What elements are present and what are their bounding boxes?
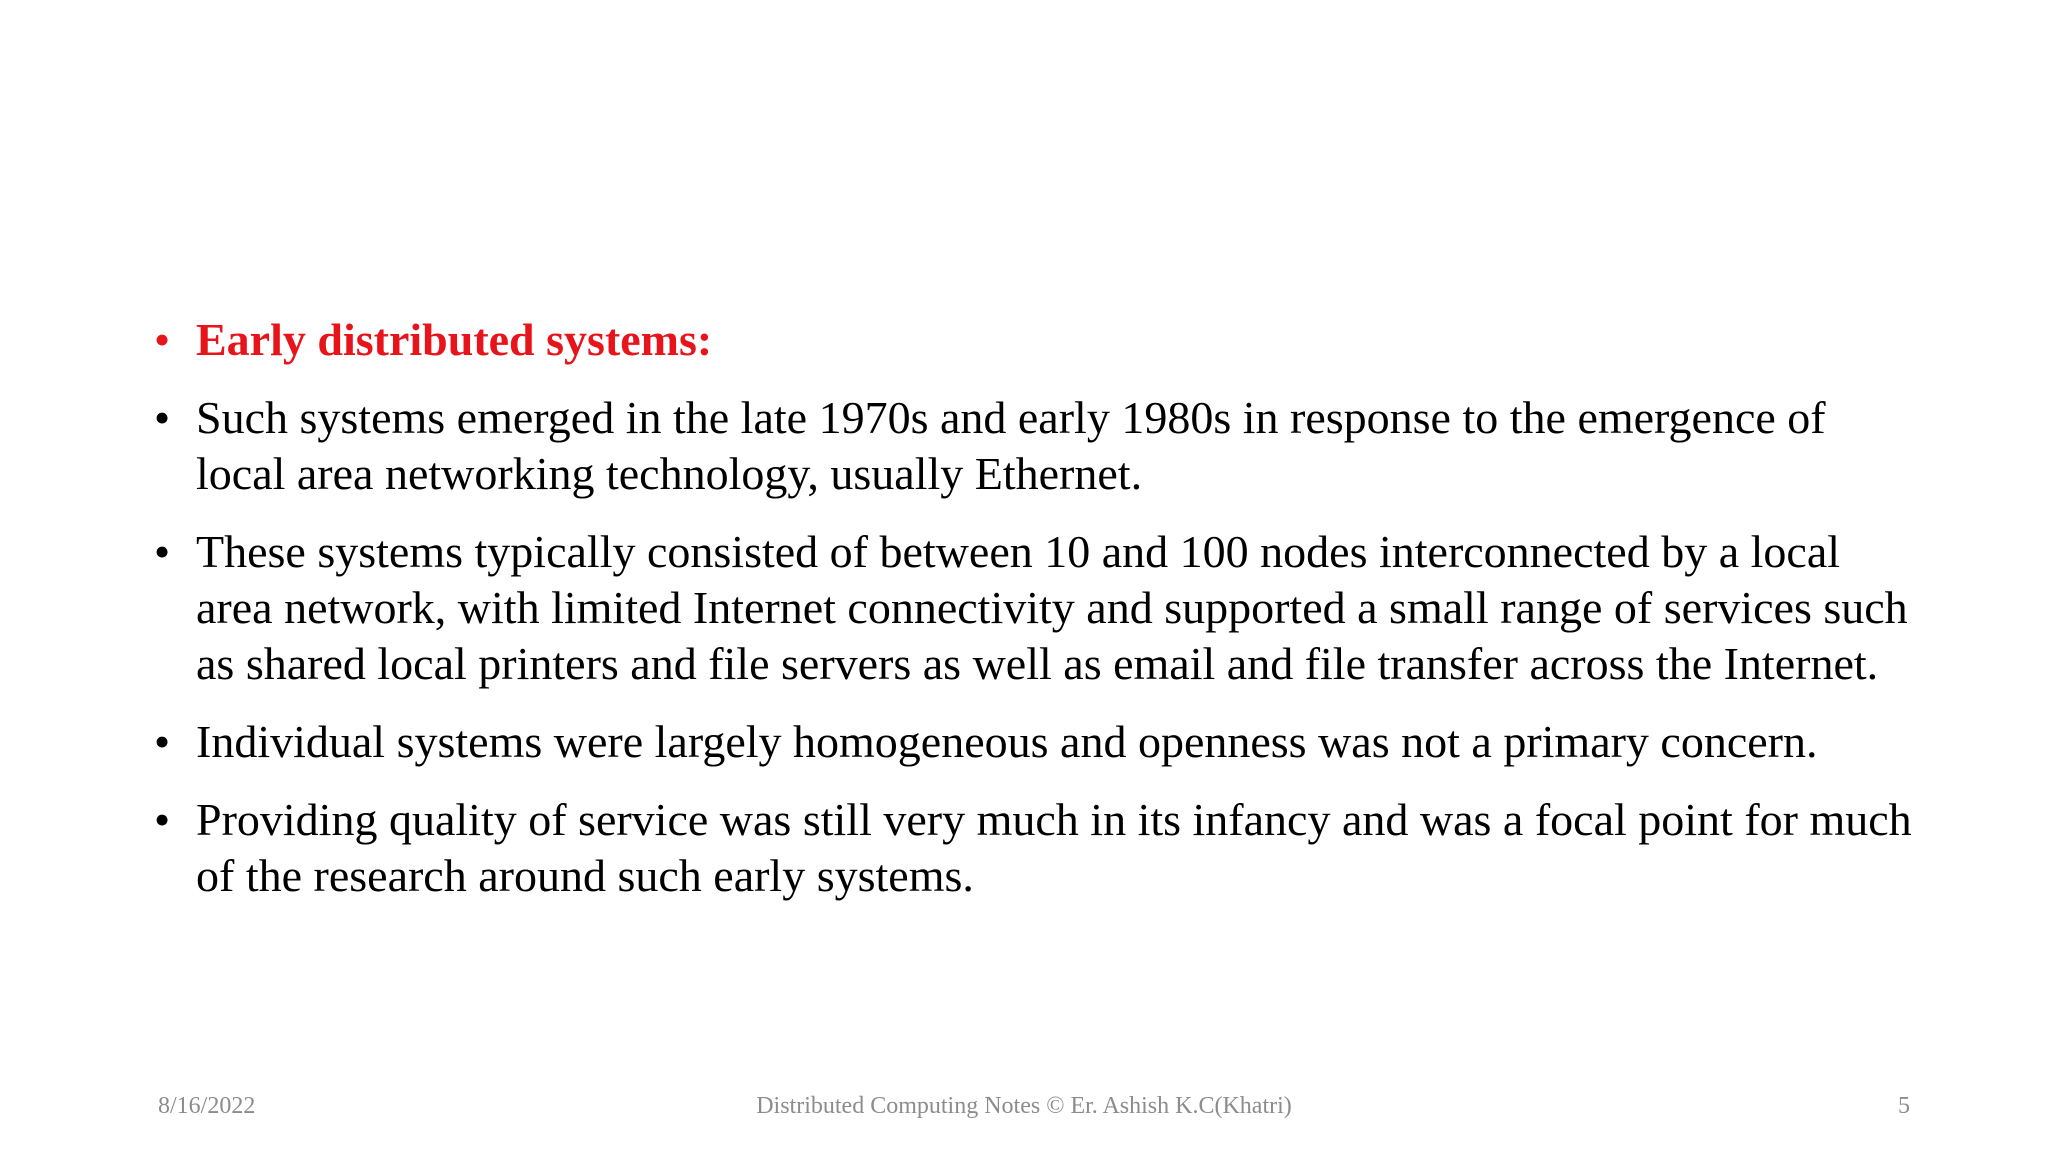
bullet-text: Providing quality of service was still very much in its infancy and was a focal point for much of the research around such early systems. (196, 794, 1912, 901)
bullet-item (154, 792, 1914, 904)
bullet-text: Individual systems were largely homogeneous and openness was not a primary concern. (196, 716, 1818, 767)
bullet-icon: • (154, 716, 171, 767)
bullet-icon: • (154, 526, 171, 577)
bullet-text: These systems typically consisted of between 10 and 100 nodes interconnected by a local area network, with limited Internet connectivity and supported a small range of services such as shared local printers and file servers as well as email and file transfer across the Internet. (196, 526, 1908, 689)
bullet-list (154, 312, 1914, 904)
bullet-icon: • (154, 392, 171, 443)
footer-date: 8/16/2022 (158, 1093, 256, 1119)
slide-content (154, 312, 1914, 926)
page-number: 5 (1898, 1093, 1910, 1119)
footer-title: Distributed Computing Notes © Er. Ashish K.C(Khatri) (756, 1093, 1292, 1119)
section-heading: Early distributed systems: (196, 314, 713, 365)
bullet-item (154, 714, 1914, 770)
bullet-icon: • (154, 314, 171, 365)
bullet-item (154, 524, 1914, 692)
bullet-text: Such systems emerged in the late 1970s and early 1980s in response to the emergence of local area networking technology, usually Ethernet. (196, 392, 1826, 499)
bullet-icon: • (154, 794, 171, 845)
bullet-item-heading (154, 312, 1914, 368)
bullet-item (154, 390, 1914, 502)
